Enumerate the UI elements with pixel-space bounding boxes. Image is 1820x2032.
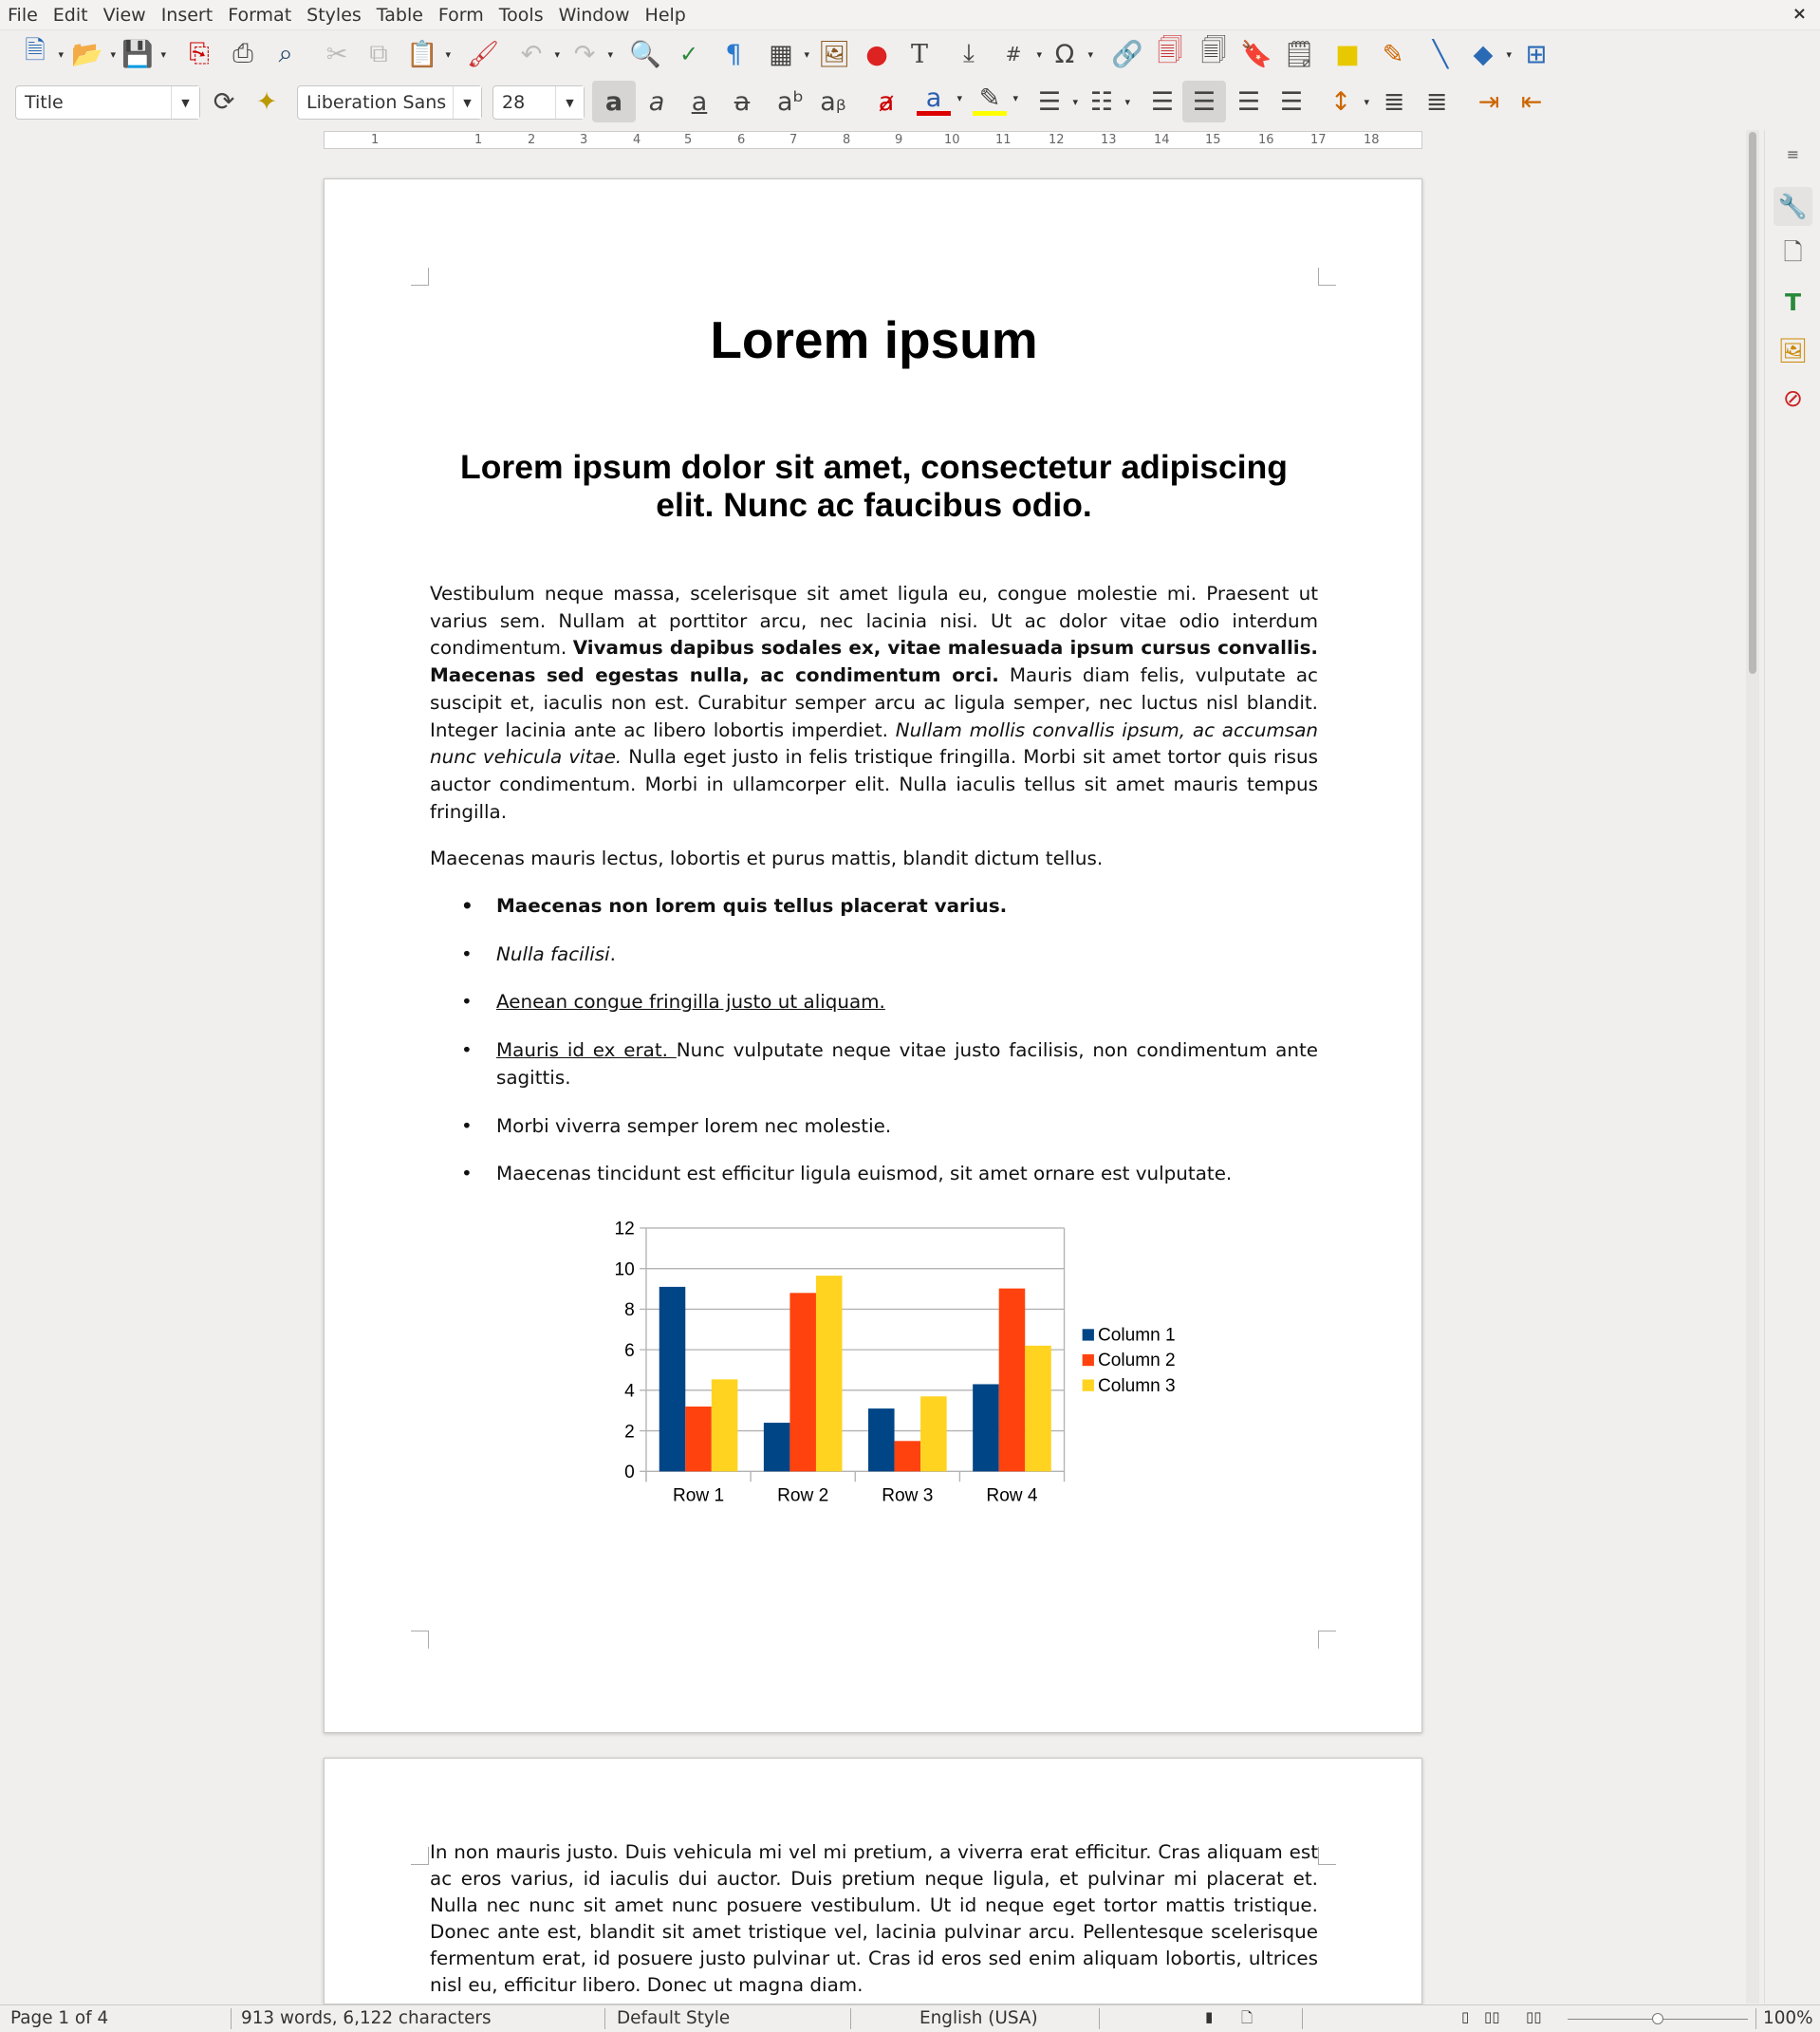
menu-view[interactable]: View [102, 4, 146, 26]
open-folder-icon[interactable]: 📂 ▾ [71, 40, 116, 69]
line-icon[interactable]: ╲ [1432, 39, 1449, 69]
menu-format[interactable]: Format [228, 4, 292, 26]
italic-icon[interactable]: a [648, 86, 665, 117]
bar-column-1 [973, 1384, 999, 1471]
insert-textbox-icon[interactable]: T [910, 39, 928, 69]
italic-text-run: Nullam mollis convallis ipsum, ac accumsan nunc vehicula vitae. [430, 718, 1318, 769]
ruler-tick: 17 [1310, 133, 1327, 147]
new-style-icon[interactable]: ✦ [255, 86, 278, 117]
increase-paragraph-spacing-icon[interactable]: ≣ [1383, 86, 1405, 117]
ruler-tick: 8 [843, 133, 851, 147]
subscript-icon[interactable]: aᵦ [820, 86, 846, 117]
clone-formatting-icon[interactable]: 🖌 [466, 40, 500, 69]
list-item[interactable] [430, 989, 1318, 1016]
paragraph-style-select[interactable] [15, 85, 200, 120]
print-preview-icon[interactable]: ⌕ [278, 39, 293, 68]
align-center-icon[interactable]: ☰ [1182, 81, 1226, 122]
bar-column-3 [1025, 1346, 1051, 1471]
ruler-tick: 13 [1101, 133, 1117, 147]
y-tick-label: 0 [624, 1463, 635, 1483]
menu-file[interactable]: File [8, 4, 38, 26]
styles-icon[interactable]: T [1784, 289, 1802, 316]
chevron-down-icon[interactable]: ▼ [453, 86, 481, 119]
status-bar [0, 2004, 1820, 2032]
page-style[interactable]: Default Style [617, 2008, 731, 2028]
special-character-icon[interactable]: Ω ▾ [1054, 39, 1093, 69]
menu-edit[interactable]: Edit [52, 4, 88, 26]
sidebar-deck [1764, 130, 1820, 2004]
ruler-tick: 12 [1049, 133, 1065, 147]
ruler-tick: 10 [944, 133, 960, 147]
chevron-down-icon[interactable]: ▼ [555, 86, 584, 119]
font-size-value: 28 [502, 92, 526, 113]
menu-form[interactable]: Form [437, 4, 484, 26]
crop-mark [411, 1631, 429, 1649]
text-run: Mauris diam felis, vulputate ac suscipit et, iaculis non est. Curabitur semper arcu ac ligula semper, nec luctus nisl blandit. Integer lacinia ante ac libero lobortis imperdiet. [430, 664, 1318, 741]
insert-chart-icon[interactable]: ● [865, 39, 888, 69]
y-tick-label: 4 [624, 1381, 635, 1402]
text-run: Vestibulum neque massa, scelerisque sit amet ligula eu, congue molestie mi. Praesent ut varius sem. Nullam at porttitor arcu, nec lacinia nisi. Ut ac dolor vitae odio interdum condimentum. [430, 583, 1318, 660]
list-item[interactable]: • Maecenas tincidunt est efficitur ligula euismod, sit amet ornare est vulputate. [430, 1161, 1318, 1188]
track-changes-icon[interactable]: ✎ [1382, 39, 1404, 69]
spellcheck-icon[interactable]: ✓ [678, 41, 699, 67]
crop-mark [1318, 1631, 1336, 1649]
underlined-text-run: Aenean congue fringilla justo ut aliquam. [496, 991, 885, 1014]
book-view-icon[interactable]: ▯▯ [1526, 2008, 1542, 2025]
ruler-tick: 11 [995, 133, 1012, 147]
save-icon[interactable]: 💾 ▾ [121, 40, 166, 69]
legend-label: Column 2 [1098, 1351, 1176, 1371]
bullet-list [430, 893, 1318, 1188]
ruler-tick: 2 [528, 133, 536, 147]
document-title[interactable]: Lorem ipsum [710, 310, 1038, 369]
page-2[interactable] [324, 1758, 1422, 2004]
standard-toolbar [0, 29, 1820, 77]
document-heading[interactable]: Lorem ipsum dolor sit amet, consectetur adipiscing elit. Nunc ac faucibus odio. [460, 448, 1288, 524]
cross-reference-icon[interactable]: 🗒 [1282, 40, 1316, 69]
menu-help[interactable]: Help [644, 4, 686, 26]
page-count[interactable]: Page 1 of 4 [10, 2008, 109, 2028]
underlined-text-run: Mauris id ex erat. [496, 1039, 677, 1062]
x-tick-label: Row 3 [882, 1485, 934, 1506]
insert-table-icon[interactable]: ▦ ▾ [769, 39, 809, 69]
comment-icon[interactable]: ■ [1335, 39, 1360, 69]
numbered-list-icon[interactable]: ☷ ▾ [1089, 86, 1130, 117]
horizontal-ruler[interactable] [324, 131, 1422, 149]
text-run: Nunc vulputate neque vitae justo facilisis, non condimentum ante sagittis. [496, 1039, 1318, 1089]
ruler-tick: 9 [895, 133, 903, 147]
properties-wrench-icon[interactable]: 🔧 [1774, 187, 1812, 226]
crop-mark [1318, 1847, 1336, 1865]
text-run: Nulla eget justo in felis tristique fringilla. Morbi sit amet tortor quis risus auctor condimentum. Morbi in ullamcorper elit. Nulla iaculis tellus sit amet mauris tempus fringilla. [430, 746, 1318, 823]
page-icon[interactable]: 🗋 [1783, 238, 1803, 266]
formatting-toolbar [0, 78, 1820, 125]
draw-functions-icon[interactable]: ⊞ [1525, 39, 1548, 69]
font-color-icon[interactable]: a ▾ [917, 84, 951, 116]
document-modified-icon[interactable]: 🗋 [1241, 2009, 1254, 2026]
page-2-paragraph[interactable]: In non mauris justo. Duis vehicula mi vel mi pretium, a viverra erat efficitur. Cras aliquam est ac eros varius, id iaculis dui auctor. Duis pretium neque ligula, et pulvinar mi placerat et. Nulla nec nunc sit amet nunc posuere vestibulum. Ut id neque eget tortor mattis tristique. Donec ante est, blandit sit amet tristique vel, lacinia pulvinar arcu. Pellentesque scelerisque fermentum erat, id posuere justo pulvinar ut. Cras id eros sed enim aliquam lobortis, ultrices nisl eu, efficitur libero. Donec ut magna diam. [430, 1841, 1318, 1996]
ruler-tick: 16 [1258, 133, 1274, 147]
ruler-tick: 1 [371, 133, 380, 147]
formatting-marks-icon[interactable]: ¶ [725, 39, 742, 69]
cut-icon[interactable]: ✂ [325, 39, 348, 69]
menu-bar [0, 0, 1820, 29]
x-tick-label: Row 4 [986, 1485, 1038, 1506]
ruler-tick: 6 [737, 133, 746, 147]
menu-styles[interactable]: Styles [306, 4, 362, 26]
paragraph-2[interactable]: Maecenas mauris lectus, lobortis et purus mattis, blandit dictum tellus. [430, 848, 1104, 870]
bold-icon[interactable]: a [592, 81, 636, 122]
x-tick-label: Row 2 [777, 1485, 829, 1506]
decrease-paragraph-spacing-icon[interactable]: ≣ [1425, 86, 1448, 117]
crop-mark [1318, 268, 1336, 286]
x-tick-label: Row 1 [673, 1485, 725, 1506]
redo-icon[interactable]: ↷ ▾ [573, 39, 613, 69]
menu-tools[interactable]: Tools [498, 4, 544, 26]
legend-swatch [1083, 1379, 1094, 1390]
y-tick-label: 6 [624, 1340, 635, 1361]
update-style-icon[interactable]: ⟳ [213, 86, 235, 117]
language[interactable]: English (USA) [919, 2008, 1038, 2028]
bullet-list-icon[interactable]: ☰ ▾ [1037, 86, 1078, 117]
bar-column-2 [895, 1441, 921, 1471]
align-left-icon[interactable]: ☰ [1150, 86, 1175, 117]
y-tick-label: 8 [624, 1300, 635, 1321]
bar-column-3 [816, 1276, 843, 1471]
hyperlink-icon[interactable]: 🔗 [1111, 40, 1143, 69]
strikethrough-icon[interactable]: a [734, 86, 751, 117]
close-document-button[interactable]: × [1792, 4, 1807, 24]
insert-image-icon[interactable]: 🖼 [817, 40, 851, 69]
font-name-value: Liberation Sans [306, 92, 447, 113]
ruler-tick: 5 [684, 133, 693, 147]
word-count[interactable]: 913 words, 6,122 characters [241, 2008, 492, 2028]
italic-text-run: Nulla facilisi [496, 942, 610, 965]
crop-mark [411, 1847, 429, 1865]
export-pdf-icon[interactable]: ⎘ [189, 39, 210, 68]
increase-indent-icon[interactable]: ⇥ [1477, 86, 1500, 117]
undo-icon[interactable]: ↶ ▾ [520, 39, 560, 69]
insert-field-icon[interactable]: # ▾ [1005, 43, 1042, 65]
y-tick-label: 10 [614, 1259, 635, 1280]
y-tick-label: 12 [614, 1219, 635, 1240]
list-item[interactable] [430, 1037, 1318, 1091]
menu-table[interactable]: Table [376, 4, 423, 26]
list-item[interactable] [430, 941, 1318, 969]
list-item[interactable]: • Morbi viverra semper lorem nec molestie. [430, 1113, 1318, 1141]
superscript-icon[interactable]: aᵇ [776, 86, 805, 117]
ruler-tick: 7 [789, 133, 798, 147]
menu-insert[interactable]: Insert [160, 4, 214, 26]
new-document-icon[interactable]: 🗎 ▾ [25, 36, 64, 65]
endnote-icon[interactable]: 🗐 [1200, 36, 1227, 65]
single-page-view-icon[interactable]: ▯ [1461, 2008, 1470, 2025]
ruler-tick: 14 [1154, 133, 1170, 147]
footnote-icon[interactable]: 🗐 [1157, 36, 1183, 65]
line-spacing-icon[interactable]: ↕ ▾ [1329, 86, 1369, 117]
print-icon[interactable]: ⎙ [232, 39, 253, 68]
zoom-level[interactable]: 100% [1763, 2008, 1813, 2028]
ruler-tick: 18 [1364, 133, 1380, 147]
zoom-slider-thumb[interactable] [1652, 2013, 1663, 2024]
paragraph-style-value: Title [25, 92, 64, 113]
legend-swatch [1083, 1354, 1094, 1366]
justify-icon[interactable]: ☰ [1279, 86, 1304, 117]
ruler-tick: 1 [474, 133, 483, 147]
clear-formatting-icon[interactable]: ⱥ [878, 86, 895, 117]
bar-column-1 [764, 1423, 790, 1471]
legend-swatch [1083, 1329, 1094, 1340]
insert-mode-icon[interactable]: ▮ [1205, 2008, 1214, 2025]
y-tick-label: 2 [624, 1422, 635, 1443]
bar-column-2 [789, 1293, 816, 1471]
underline-icon[interactable]: a [691, 86, 708, 117]
paste-icon[interactable]: 📋 ▾ [406, 40, 451, 69]
multi-page-view-icon[interactable]: ▯▯ [1484, 2008, 1500, 2025]
menu-window[interactable]: Window [558, 4, 630, 26]
font-size-select[interactable] [492, 85, 585, 120]
bar-column-3 [712, 1379, 738, 1471]
sidebar-menu-icon[interactable]: ≡ [1786, 145, 1800, 163]
find-replace-icon[interactable]: 🔍 [629, 40, 661, 69]
bar-column-2 [685, 1407, 712, 1471]
navigator-icon[interactable]: ⊘ [1783, 384, 1803, 412]
scrollbar-thumb[interactable] [1749, 132, 1756, 674]
ruler-tick: 4 [633, 133, 641, 147]
bar-column-1 [659, 1287, 686, 1471]
legend-label: Column 1 [1098, 1325, 1176, 1346]
ruler-tick: 3 [580, 133, 588, 147]
document-body [430, 581, 1318, 1541]
text-run: . [609, 942, 616, 965]
chevron-down-icon[interactable]: ▼ [171, 86, 199, 119]
gallery-icon[interactable]: 🖼 [1777, 336, 1809, 364]
font-name-select[interactable] [297, 85, 482, 120]
bar-column-3 [920, 1396, 947, 1471]
legend-label: Column 3 [1098, 1375, 1176, 1396]
align-right-icon[interactable]: ☰ [1236, 86, 1261, 117]
bar-chart[interactable] [584, 1218, 1232, 1541]
bar-column-1 [868, 1408, 895, 1471]
basic-shapes-icon[interactable]: ◆ ▾ [1473, 39, 1512, 69]
page-1[interactable] [324, 178, 1422, 1733]
ruler-tick: 15 [1205, 133, 1221, 147]
bar-column-2 [999, 1289, 1026, 1472]
decrease-indent-icon[interactable]: ⇤ [1520, 86, 1543, 117]
list-item[interactable]: • Maecenas non lorem quis tellus placerat varius. [430, 893, 1318, 921]
copy-icon[interactable]: ⧉ [369, 39, 388, 68]
bookmark-icon[interactable]: 🔖 [1240, 40, 1272, 69]
highlight-color-icon[interactable]: ✎ ▾ [973, 84, 1007, 116]
bold-text-run: Vivamus dapibus sodales ex, vitae malesuada ipsum cursus convallis. Maecenas sed egestas nulla, ac condimentum orci. [430, 637, 1318, 687]
page-break-icon[interactable]: ⤓ [963, 39, 975, 68]
crop-mark [411, 268, 429, 286]
paragraph-1[interactable] [430, 581, 1318, 826]
